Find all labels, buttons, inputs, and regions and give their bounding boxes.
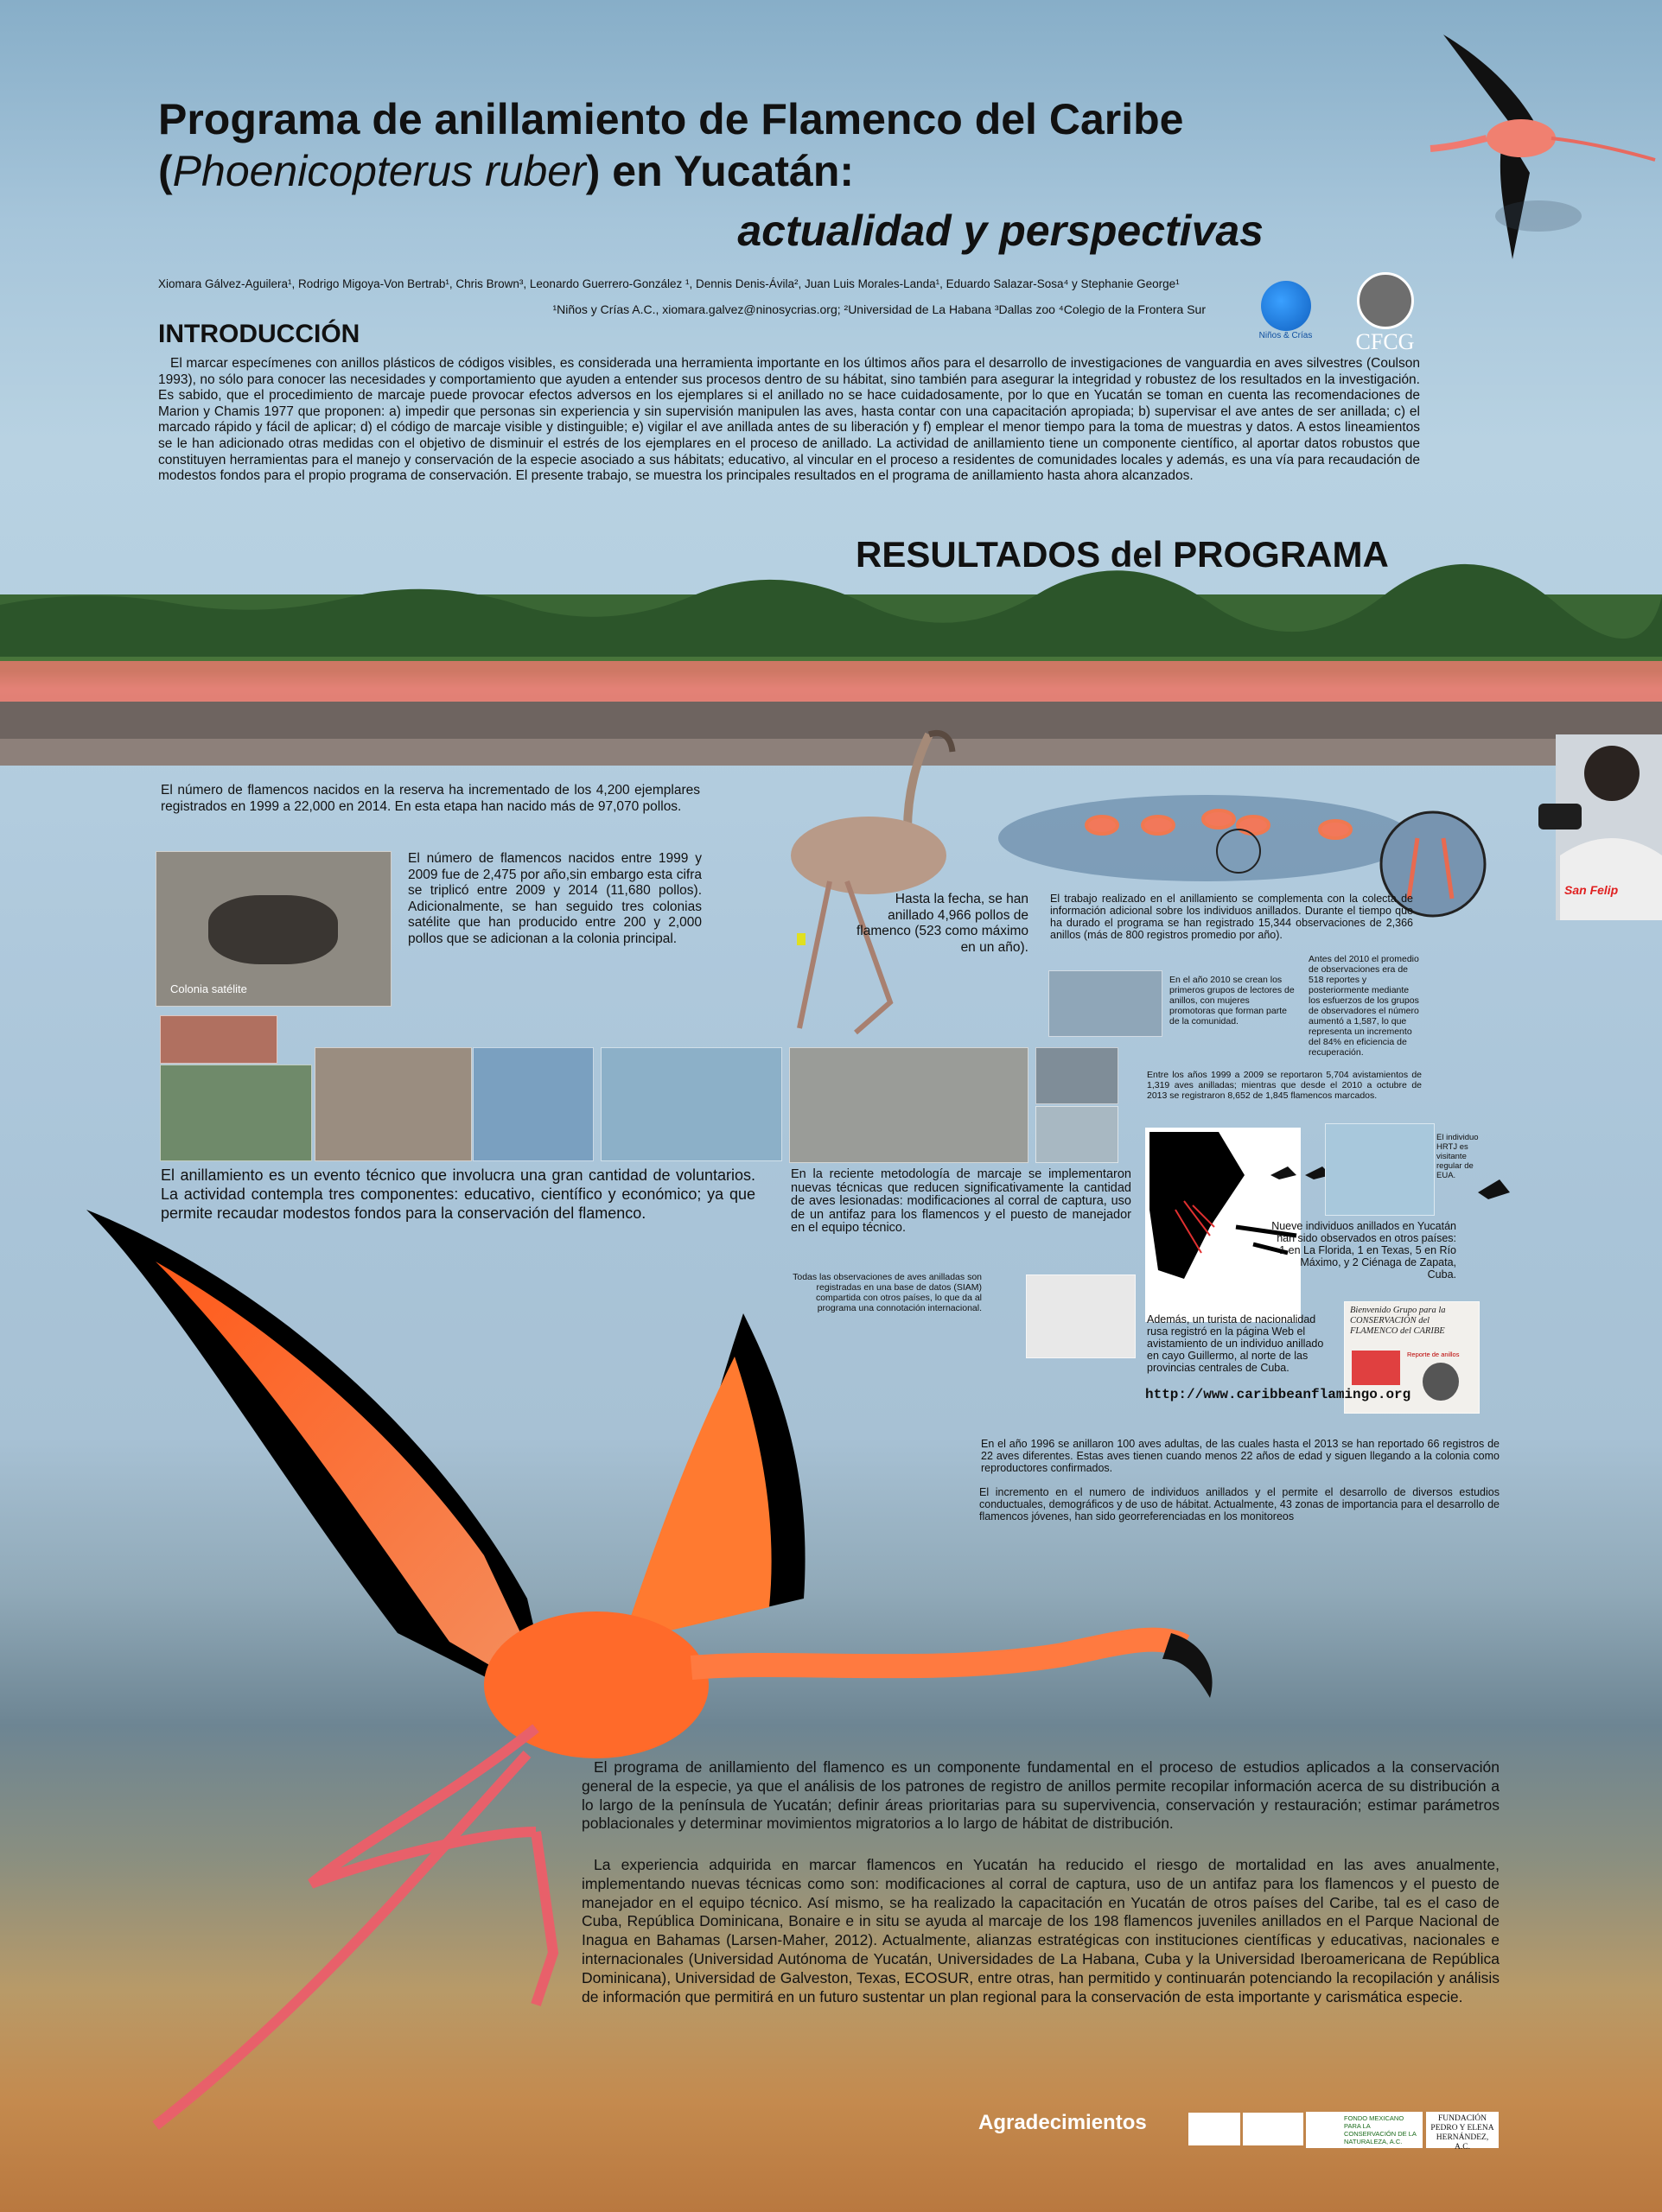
- title-line-1: Programa de anillamiento de Flamenco del Caribe: [158, 95, 1184, 143]
- cfcg-logo-text: CFCG: [1355, 329, 1415, 354]
- globe-icon: [1261, 281, 1311, 331]
- authors-list: Xiomara Gálvez-Aguilera¹, Rodrigo Migoya-Von Bertrab¹, Chris Brown³, Leonardo Guerrero-González ¹, Dennis Denis-Ávila², Juan Luis Morales-Landa¹, Eduardo Salazar-Sosa⁴ y Stephanie George¹: [158, 277, 1180, 290]
- website-emblem-icon: [1423, 1363, 1459, 1401]
- flamingo-flying-image: [1430, 35, 1655, 259]
- website-photo-left: [1352, 1351, 1400, 1385]
- sponsor-logo-fundacion: FUNDACIÓN PEDRO Y ELENA HERNÁNDEZ, A.C.: [1426, 2112, 1499, 2148]
- poster-subtitle: actualidad y perspectivas: [737, 207, 1264, 255]
- results-p10: Nueve individuos anillados en Yucatán han sido observados en otros países: 1 en La Florida, 1 en Texas, 5 en Río Máximo, y 2 Ciénaga de Zapata, Cuba.: [1271, 1220, 1456, 1281]
- results-p4: El trabajo realizado en el anillamiento se complementa con la colecta de información adicional sobre los individuos anillados. Durante el tiempo que ha durado el programa se han registrado 15,344 observaciones de 2,366 anillos (más de 800 registros promedio por año).: [1050, 893, 1413, 941]
- results-p6: Antes del 2010 el promedio de observaciones era de 518 reportes y posteriormente mediante los esfuerzos de los grupos de observadores el número aumentó a 1,587, lo que representa un incremento del 84% en eficiencia de recuperación.: [1309, 954, 1419, 1058]
- results-p13: En el año 1996 se anillaron 100 aves adultas, de las cuales hasta el 2013 se han reportado 66 registros de 22 aves diferentes. Estas aves tienen cuando menos 22 años de edad y siguen llegando a la colonia como reproductores confirmados.: [981, 1438, 1500, 1474]
- flamingo-emblem-icon: [1357, 272, 1414, 329]
- poster-title: [158, 93, 1308, 197]
- database-screenshot: [1026, 1274, 1136, 1358]
- flamingo-juvenile-image: [791, 733, 952, 1033]
- results-p8: El anillamiento es un evento técnico que involucra una gran cantidad de voluntarios. La actividad contempla tres componentes: educativo, científico y económico; ya que permite recaudar modestos fondos para la conservación del flamenco.: [161, 1166, 755, 1222]
- results-p3: Hasta la fecha, se han anillado 4,966 pollos de flamenco (523 como máximo en un año).: [856, 892, 1028, 955]
- ninos-y-crias-logo: [1253, 281, 1318, 350]
- ninos-logo-text: Niños & Crías: [1258, 331, 1313, 340]
- colony-cluster: [208, 895, 338, 964]
- conclusions-p2: La experiencia adquirida en marcar flamencos en Yucatán ha reducido el riesgo de mortalidad en las aves anualmente, implementando nuevas técnicas como son: modificaciones al corral de captura, uso de un antifaz para los flamencos y el puesto de manejador en el equipo técnico. Así mismo, se ha realizado la capacitación en Yucatán de otros países del Caribe, tal es el caso de Cuba, República Dominicana, Bonaire e in situ se ayuda al marcaje de los 198 flamencos juveniles anillados en el Parque Nacional de Inagua en Bahamas (Larsen-Maher, 2012). Actualmente, alianzas estratégicas con instituciones científicas y educativas, nacionales e internacionales (Universidad Autónoma de Yucatán, Universidades de La Habana, Cuba y la Universidad Iberoamericana de República Dominicana), Universidad de Galveston, Texas, ECOSUR, entre otras, han permitido y continuarán potenciando la recopilación y análisis de información que permitirá en un futuro sustentar un plan regional para la conservación de esta importante y carismática especie.: [582, 1856, 1500, 2005]
- website-sub-text: Reporte de anillos: [1407, 1351, 1460, 1358]
- blindfold-photo: [1035, 1106, 1118, 1163]
- volunteers-photo: [160, 1065, 312, 1161]
- results-p9: En la reciente metodología de marcaje se implementaron nuevas técnicas que reducen significativamente la cantidad de aves lesionadas: modificaciones al corral de captura, uso de un antifaz para los flamencos y el puesto de manejador en el equipo técnico.: [791, 1167, 1131, 1235]
- cfcg-logo: [1348, 272, 1422, 354]
- sponsor-logo-2: [1243, 2113, 1303, 2145]
- hrtj-flamingo-photo: [1325, 1123, 1435, 1216]
- results-p1: El número de flamencos nacidos en la reserva ha incrementado de los 4,200 ejemplares registrados en 1999 a 22,000 en 2014. En esta etapa han nacido más de 97,070 pollos.: [161, 783, 700, 814]
- release-photo: [601, 1047, 782, 1161]
- colony-panorama-image: [0, 564, 1662, 766]
- sponsor-logo-fmcn: FONDO MEXICANO PARA LA CONSERVACIÓN DE LA NATURALEZA, A.C.: [1306, 2112, 1423, 2148]
- intro-text: El marcar especímenes con anillos plásticos de códigos visibles, es considerada una herramienta importante en los últimos años para el desarrollo de investigaciones de vanguardia en aves silvestres (Coulson 1993), no sólo para conocer las necesidades y comportamiento que ayuden a entender sus procesos dentro de su hábitat, sino también para asegurar la integridad y robustez de los resultados en la investigación. Es sabido, que el procedimiento de marcaje puede provocar efectos adversos en los ejemplares si el anillado no se hace cuidadosamente, por lo que en Yucatán se toman en cuenta las recomendaciones de Marion y Chamis 1977 que proponen: a) impedir que personas sin experiencia y sin supervisión manipulen las aves, hasta contar con una capacitación apropiada; b) supervisar el ave antes de ser anillada; c) el marcado rápido y fácil de aplicar; d) el código de marcaje visible y distinguible; e) vigilar el ave anillada antes de su liberación y f) emplear el menor tiempo para la toma de muestras y datos. A estos lineamientos se le han adicionado otras medidas con el objetivo de disminuir el estrés de los ejemplares en el proceso de anillado. La actividad de anillamiento tiene un componente científico, al aportar datos robustos que constituyen herramientas para el manejo y conservación de la especie asociado a sus hábitats; educativo, al vincular en el proceso a residentes de comunidades locales y además, es una vía para recaudación de modestos fondos para el propio programa de conservación. El presente trabajo, se muestra los principales resultados en el programa de anillamiento hasta ahora alcanzados.: [158, 356, 1420, 484]
- observers-group-photo: [1048, 970, 1162, 1037]
- results-p14: El incremento en el numero de individuos anillados y el permite el desarrollo de diversos estudios conductuales, demográficos y de uso de hábitat. Actualmente, 43 zonas de importancia para el desarrollo de flamencos jóvenes, han sido georreferenciadas en los monitoreos: [979, 1486, 1500, 1522]
- volunteer-holding-bird-photo: [473, 1047, 594, 1161]
- sponsor-logo-1: [1188, 2113, 1240, 2145]
- website-url[interactable]: http://www.caribbeanflamingo.org: [1145, 1387, 1411, 1402]
- results-p12: Además, un turista de nacionalidad rusa registró en la página Web el avistamiento de un individuo anillado en cayo Guillermo, al norte de las provincias centrales de Cuba.: [1147, 1313, 1324, 1374]
- handling-photo: [1035, 1047, 1118, 1104]
- results-p2: El número de flamencos nacidos entre 1999 y 2009 fue de 2,475 por año,sin embargo esta cifra se triplicó entre 2009 y 2014 (11,680 pollos). Adicionalmente, se han seguido tres colonias satélite que han producido entre 200 y 2,000 pollos que se adicionan a la colonia principal.: [408, 851, 702, 946]
- sunset-photo: [160, 1015, 277, 1064]
- title-line-2-rest: ) en Yucatán:: [585, 147, 855, 195]
- ringing-team-photo: [315, 1047, 472, 1161]
- website-banner-text: Bienvenido Grupo para la CONSERVACIÓN del FLAMENCO del CARIBE: [1350, 1306, 1446, 1336]
- results-p11: Todas las observaciones de aves anilladas son registradas en una base de datos (SIAM) compartida con otros países, lo que da al programa una connotación internacional.: [793, 1272, 982, 1313]
- affiliations: ¹Niños y Crías A.C., xiomara.galvez@ninosycrias.org; ²Universidad de La Habana ³Dallas zoo ⁴Colegio de la Frontera Sur: [552, 302, 1206, 316]
- colonia-label: Colonia satélite: [170, 982, 247, 995]
- san-felipe-shirt-text: San Felip: [1564, 883, 1619, 897]
- title-paren: (: [158, 147, 173, 195]
- hrtj-caption: El individuo HRTJ es visitante regular de EUA.: [1436, 1133, 1479, 1180]
- intro-heading: INTRODUCCIÓN: [158, 320, 360, 348]
- results-p5: En el año 2010 se crean los primeros grupos de lectores de anillos, con mujeres promotoras que forman parte de la comunidad.: [1169, 975, 1295, 1027]
- capture-corral-photo: [789, 1047, 1028, 1163]
- title-line-2: [158, 145, 1308, 197]
- acknowledgements-label: Agradecimientos: [978, 2111, 1147, 2134]
- results-heading: RESULTADOS del PROGRAMA: [856, 534, 1389, 575]
- conclusions-p1: El programa de anillamiento del flamenco es un componente fundamental en el proceso de estudios aplicados a la conservación general de la especie, ya que el análisis de los patrones de registro de anillos permite recopilar información acerca de su distribución a lo largo de la península de Yucatán; definir áreas prioritarias para su supervivencia, conservación y restauración; estimar parámetros poblacionales y determinar movimientos migratorios a lo largo de hábitat de distribución.: [582, 1758, 1500, 1833]
- satellite-colony-photo: [156, 851, 392, 1007]
- results-p7: Entre los años 1999 a 2009 se reportaron 5,704 avistamientos de 1,319 aves anilladas; mientras que desde el 2010 a octubre de 2013 se registraron 8,652 de 1,845 flamencos marcados.: [1147, 1070, 1422, 1101]
- species-name: Phoenicopterus ruber: [172, 147, 586, 195]
